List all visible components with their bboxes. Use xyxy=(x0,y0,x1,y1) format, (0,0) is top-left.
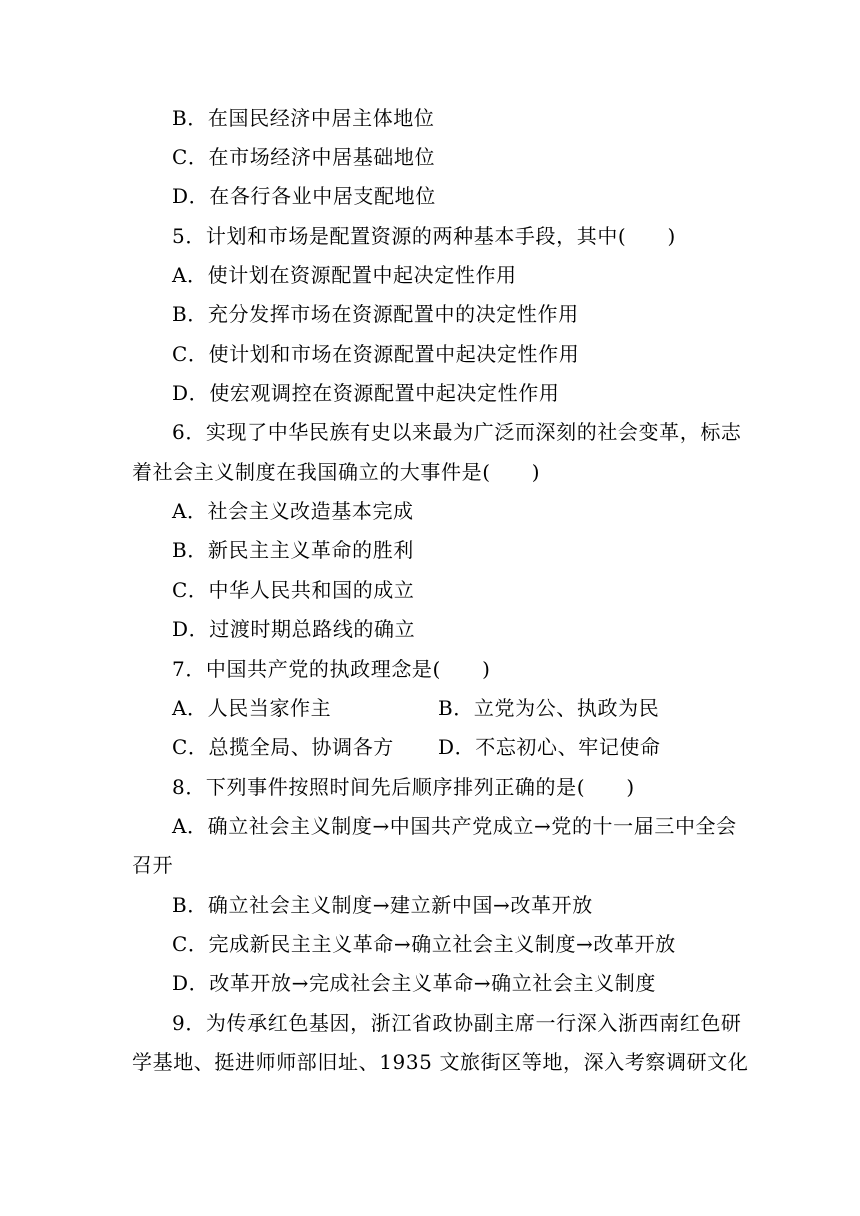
q8-option-d: D．改革开放→完成社会主义革命→确立社会主义制度 xyxy=(172,971,656,995)
q6-stem-line1: 6．实现了中华民族有史以来最为广泛而深刻的社会变革，标志 xyxy=(172,420,742,444)
q7-option-c: C．总揽全局、协调各方 xyxy=(172,735,394,759)
q9-stem-line1: 9．为传承红色基因，浙江省政协副主席一行深入浙西南红色研 xyxy=(172,1011,742,1035)
q7-stem: 7．中国共产党的执政理念是( ) xyxy=(172,657,491,681)
q8-option-a-line2: 召开 xyxy=(132,853,174,877)
q8-stem: 8．下列事件按照时间先后顺序排列正确的是( ) xyxy=(172,775,635,799)
q8-option-c: C．完成新民主主义革命→确立社会主义制度→改革开放 xyxy=(172,932,676,956)
q7-option-b: B．立党为公、执政为民 xyxy=(438,696,660,720)
q8-option-a-line1: A．确立社会主义制度→中国共产党成立→党的十一届三中全会 xyxy=(172,814,737,838)
q4-option-b: B．在国民经济中居主体地位 xyxy=(172,106,435,130)
q4-option-c: C．在市场经济中居基础地位 xyxy=(172,145,436,169)
q6-option-a: A．社会主义改造基本完成 xyxy=(172,499,414,523)
q5-option-c: C．使计划和市场在资源配置中起决定性作用 xyxy=(172,342,580,366)
q6-option-b: B．新民主主义革命的胜利 xyxy=(172,538,414,562)
q7-option-a: A．人民当家作主 xyxy=(172,696,332,720)
q5-option-d: D．使宏观调控在资源配置中起决定性作用 xyxy=(172,381,560,405)
q6-stem-line2: 着社会主义制度在我国确立的大事件是( ) xyxy=(132,460,541,484)
q8-option-b: B．确立社会主义制度→建立新中国→改革开放 xyxy=(172,893,593,917)
q5-option-b: B．充分发挥市场在资源配置中的决定性作用 xyxy=(172,302,579,326)
q6-option-c: C．中华人民共和国的成立 xyxy=(172,578,415,602)
q6-option-d: D．过渡时期总路线的确立 xyxy=(172,617,416,641)
q7-option-d: D．不忘初心、牢记使命 xyxy=(438,735,661,759)
q5-stem: 5．计划和市场是配置资源的两种基本手段，其中( ) xyxy=(172,224,676,248)
q9-stem-line2: 学基地、挺进师师部旧址、1935 文旅街区等地，深入考察调研文化 xyxy=(132,1050,749,1074)
q5-option-a: A．使计划在资源配置中起决定性作用 xyxy=(172,263,517,287)
q4-option-d: D．在各行各业中居支配地位 xyxy=(172,184,436,208)
